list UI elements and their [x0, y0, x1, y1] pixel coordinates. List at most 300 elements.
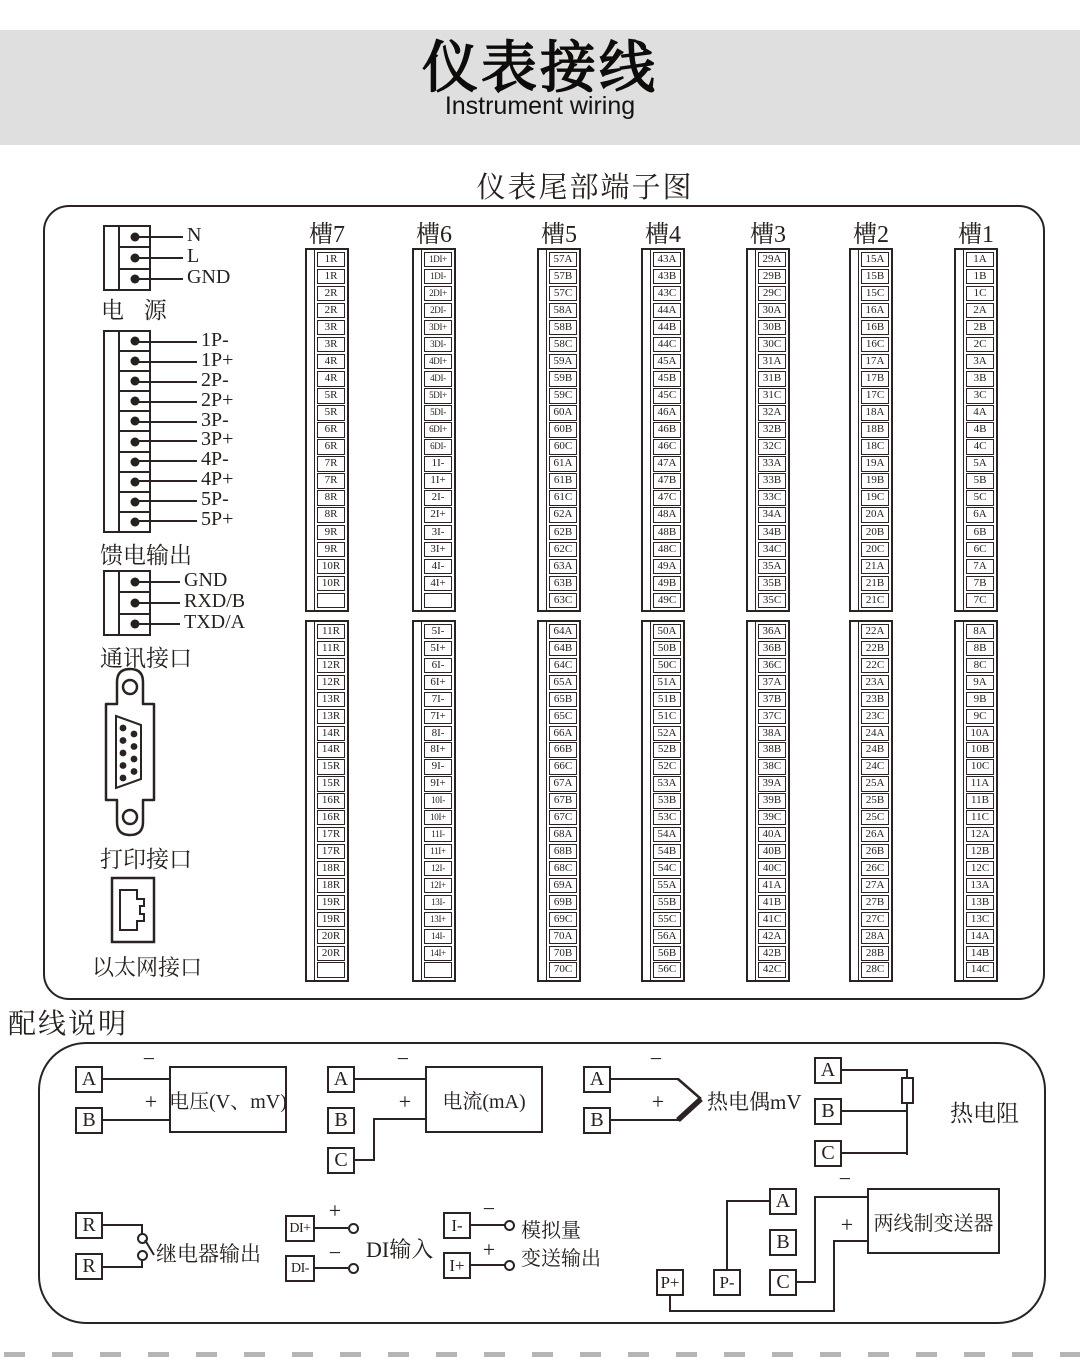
- terminal-cell: 25A: [861, 776, 889, 791]
- terminal-wire: [136, 440, 197, 442]
- terminal-cell: 57A: [549, 252, 577, 267]
- terminal-cell: 43B: [653, 269, 681, 284]
- terminal-cell: 9C: [966, 709, 994, 724]
- terminal-cell: 66B: [549, 742, 577, 757]
- terminal-cell: 51C: [653, 709, 681, 724]
- terminal-cell: 7A: [966, 559, 994, 574]
- terminal-label: 1P-: [201, 329, 229, 351]
- terminal-block: [746, 248, 790, 612]
- terminal-cell: 16R: [317, 793, 345, 808]
- slot-header: 槽7: [309, 222, 345, 248]
- slot-header: 槽6: [416, 222, 452, 248]
- terminal-cell: 26C: [861, 861, 889, 876]
- connection-node: [348, 1263, 359, 1274]
- minus-sign: −: [328, 1240, 342, 1265]
- terminal-cell: 23C: [861, 709, 889, 724]
- terminal-cell: 25B: [861, 793, 889, 808]
- terminal-label: TXD/A: [184, 611, 246, 633]
- terminal-cell: 60B: [549, 422, 577, 437]
- terminal-wire: [136, 236, 183, 238]
- terminal-cell: 10I-: [424, 793, 452, 808]
- terminal-cell: 24C: [861, 759, 889, 774]
- terminal-block: [412, 248, 456, 612]
- terminal-cell: 69B: [549, 895, 577, 910]
- terminal-cell: 67A: [549, 776, 577, 791]
- analog-out-label-line2: 变送输出: [521, 1248, 601, 1270]
- terminal-cell: 34B: [758, 525, 786, 540]
- terminal-cell: 60A: [549, 405, 577, 420]
- terminal-cell: 30A: [758, 303, 786, 318]
- connection-node: [348, 1223, 359, 1234]
- terminal-cell: 4I-: [424, 559, 452, 574]
- terminal-box-c: C: [814, 1140, 842, 1167]
- terminal-cell: 13C: [966, 912, 994, 927]
- terminal-block: [641, 620, 685, 982]
- plus-sign: +: [840, 1212, 854, 1237]
- feed-caption: 馈电输出: [100, 543, 192, 568]
- terminal-label: 3P+: [201, 428, 234, 450]
- terminal-cell: 63C: [549, 593, 577, 608]
- terminal-label: GND: [184, 569, 228, 591]
- db9-connector-icon: [102, 666, 158, 838]
- wire: [842, 1069, 908, 1071]
- terminal-strip: [414, 622, 422, 980]
- terminal-cell: 11I+: [424, 844, 452, 859]
- terminal-cell: 20A: [861, 507, 889, 522]
- terminal-cell: 17C: [861, 388, 889, 403]
- terminal-cell: 24B: [861, 742, 889, 757]
- terminal-cell: 10R: [317, 559, 345, 574]
- terminal-cell: 55A: [653, 878, 681, 893]
- wire: [814, 1196, 867, 1198]
- terminal-cell: 13A: [966, 878, 994, 893]
- terminal-cell: 35A: [758, 559, 786, 574]
- terminal-cell: 40A: [758, 827, 786, 842]
- terminal-cell: 15B: [861, 269, 889, 284]
- terminal-cell: 54A: [653, 827, 681, 842]
- terminal-cell: 31A: [758, 354, 786, 369]
- terminal-cell: 20R: [317, 929, 345, 944]
- terminal-cell: 59C: [549, 388, 577, 403]
- terminal-cell: 17R: [317, 844, 345, 859]
- terminal-cell: 2R: [317, 286, 345, 301]
- wire: [471, 1224, 505, 1226]
- terminal-strip: [643, 250, 651, 610]
- terminal-cell: 67C: [549, 810, 577, 825]
- wire: [834, 1240, 867, 1242]
- terminal-strip: [307, 250, 315, 610]
- connection-node: [504, 1260, 515, 1271]
- terminal-cell: 7I-: [424, 692, 452, 707]
- terminal-strip: [851, 622, 859, 980]
- terminal-cell: 22C: [861, 658, 889, 673]
- minus-sign: −: [142, 1046, 156, 1071]
- terminal-cell: 15C: [861, 286, 889, 301]
- terminal-strip: [956, 622, 964, 980]
- terminal-cell: 46B: [653, 422, 681, 437]
- terminal-cell: 23B: [861, 692, 889, 707]
- terminal-label: 2P-: [201, 369, 229, 391]
- page-banner: [0, 30, 1080, 145]
- terminal-cell: 12C: [966, 861, 994, 876]
- terminal-cell: 29A: [758, 252, 786, 267]
- terminal-box-b: B: [814, 1098, 842, 1125]
- terminal-cell: 52C: [653, 759, 681, 774]
- terminal-cell: 8I-: [424, 726, 452, 741]
- terminal-cell: 14R: [317, 742, 345, 757]
- terminal-cell: 16B: [861, 320, 889, 335]
- wire: [833, 1240, 835, 1312]
- terminal-cell: 38C: [758, 759, 786, 774]
- terminal-box-c: C: [769, 1269, 797, 1296]
- terminal-cell: 30C: [758, 337, 786, 352]
- terminal-block: [746, 620, 790, 982]
- terminal-cell: 57C: [549, 286, 577, 301]
- terminal-cell: 45A: [653, 354, 681, 369]
- terminal-cell: 62A: [549, 507, 577, 522]
- terminal-cell: 38B: [758, 742, 786, 757]
- current-device-box: 电流(mA): [425, 1066, 543, 1133]
- terminal-cell: 3B: [966, 371, 994, 386]
- terminal-cell: 1I+: [424, 473, 452, 488]
- terminal-cell: 26A: [861, 827, 889, 842]
- terminal-cell: 49C: [653, 593, 681, 608]
- terminal-cell: 37C: [758, 709, 786, 724]
- terminal-cell: 65B: [549, 692, 577, 707]
- terminal-cell: 6DI-: [424, 439, 452, 454]
- terminal-cell: 24A: [861, 726, 889, 741]
- terminal-cells: [547, 250, 579, 610]
- terminal-cell: 10A: [966, 726, 994, 741]
- terminal-cell: 33B: [758, 473, 786, 488]
- connector-strip: [105, 572, 120, 634]
- terminal-cell: 7R: [317, 456, 345, 471]
- terminal-box-b: B: [327, 1107, 355, 1134]
- wire: [669, 1296, 671, 1312]
- terminal-box-b: B: [75, 1107, 103, 1134]
- wire: [814, 1197, 816, 1283]
- terminal-cell: 2A: [966, 303, 994, 318]
- terminal-cell: 37A: [758, 675, 786, 690]
- terminal-cell: 14C: [966, 962, 994, 977]
- terminal-cell: 11R: [317, 641, 345, 656]
- terminal-box-a: A: [583, 1066, 611, 1093]
- terminal-cell: 5DI-: [424, 405, 452, 420]
- terminal-cell: 6I+: [424, 675, 452, 690]
- terminal-cell: [317, 962, 345, 977]
- terminal-cell: 27B: [861, 895, 889, 910]
- terminal-box-c: C: [327, 1147, 355, 1174]
- slot-header: 槽1: [958, 222, 994, 248]
- terminal-cell: 49A: [653, 559, 681, 574]
- minus-sign: −: [838, 1166, 852, 1191]
- terminal-cell: 6I-: [424, 658, 452, 673]
- terminal-cell: 2DI+: [424, 286, 452, 301]
- terminal-cell: 44A: [653, 303, 681, 318]
- terminal-cell: 55C: [653, 912, 681, 927]
- terminal-cell: 41A: [758, 878, 786, 893]
- terminal-cell: 37B: [758, 692, 786, 707]
- terminal-cell: 56A: [653, 929, 681, 944]
- wire: [842, 1152, 908, 1154]
- terminal-cell: 9B: [966, 692, 994, 707]
- terminal-cells: [756, 250, 788, 610]
- terminal-cell: 5I-: [424, 624, 452, 639]
- terminal-cell: 48B: [653, 525, 681, 540]
- terminal-box-di-plus: DI+: [285, 1215, 315, 1242]
- terminal-label: 5P+: [201, 508, 234, 530]
- terminal-cell: 46A: [653, 405, 681, 420]
- terminal-cell: 31C: [758, 388, 786, 403]
- terminal-label: 4P-: [201, 448, 229, 470]
- terminal-cell: 61C: [549, 490, 577, 505]
- minus-sign: −: [649, 1046, 663, 1071]
- wire: [727, 1200, 769, 1202]
- terminal-cell: 45B: [653, 371, 681, 386]
- terminal-strip: [643, 622, 651, 980]
- terminal-cell: 20B: [861, 525, 889, 540]
- wire: [103, 1224, 143, 1226]
- wire: [471, 1264, 505, 1266]
- terminal-wire: [136, 361, 197, 363]
- wire: [373, 1118, 425, 1120]
- terminal-cell: 68B: [549, 844, 577, 859]
- terminal-cell: 4DI-: [424, 371, 452, 386]
- terminal-cell: 12I-: [424, 861, 452, 876]
- terminal-cell: 58A: [549, 303, 577, 318]
- terminal-wire: [136, 381, 197, 383]
- terminal-cell: 12R: [317, 658, 345, 673]
- terminal-cell: 15R: [317, 776, 345, 791]
- terminal-cell: 43C: [653, 286, 681, 301]
- terminal-cell: 13I+: [424, 912, 452, 927]
- terminal-cell: 38A: [758, 726, 786, 741]
- terminal-cells: [422, 250, 454, 610]
- terminal-cell: 54C: [653, 861, 681, 876]
- terminal-cell: 31B: [758, 371, 786, 386]
- terminal-cell: 1B: [966, 269, 994, 284]
- terminal-cell: 14A: [966, 929, 994, 944]
- terminal-cell: 11R: [317, 624, 345, 639]
- terminal-cell: 1R: [317, 252, 345, 267]
- terminal-cell: 45C: [653, 388, 681, 403]
- terminal-wire: [136, 581, 180, 583]
- terminal-label: L: [187, 245, 200, 267]
- terminal-wire: [136, 401, 197, 403]
- terminal-strip: [748, 250, 756, 610]
- terminal-cell: 6B: [966, 525, 994, 540]
- terminal-cell: 21A: [861, 559, 889, 574]
- terminal-cell: [424, 593, 452, 608]
- terminal-cell: 19B: [861, 473, 889, 488]
- terminal-cell: 48C: [653, 542, 681, 557]
- terminal-cell: 64B: [549, 641, 577, 656]
- terminal-cell: 18C: [861, 439, 889, 454]
- terminal-cell: 14R: [317, 726, 345, 741]
- di-label: DI输入: [366, 1237, 434, 1262]
- terminal-cell: 3I+: [424, 542, 452, 557]
- terminal-cell: 10C: [966, 759, 994, 774]
- terminal-block: [954, 620, 998, 982]
- terminal-cell: 63B: [549, 576, 577, 591]
- terminal-cell: 22A: [861, 624, 889, 639]
- terminal-box-p-minus: P-: [713, 1269, 741, 1296]
- terminal-box-r2: R: [75, 1253, 103, 1280]
- terminal-box-di-minus: DI-: [285, 1255, 315, 1282]
- terminal-cell: 30B: [758, 320, 786, 335]
- terminal-cell: 47B: [653, 473, 681, 488]
- terminal-cell: 19C: [861, 490, 889, 505]
- terminal-label: RXD/B: [184, 590, 246, 612]
- terminal-strip: [539, 250, 547, 610]
- wiring-section-heading: 配线说明: [8, 1009, 129, 1040]
- page-title: 仪表接线: [422, 36, 658, 99]
- terminal-cell: 15R: [317, 759, 345, 774]
- terminal-cell: 7C: [966, 593, 994, 608]
- power-caption: 电 源: [101, 298, 167, 323]
- voltage-device-box: 电压(V、mV): [169, 1066, 287, 1133]
- terminal-cell: 9A: [966, 675, 994, 690]
- terminal-cell: 42B: [758, 946, 786, 961]
- terminal-cell: 17A: [861, 354, 889, 369]
- terminal-cell: 4R: [317, 371, 345, 386]
- terminal-cell: 4DI+: [424, 354, 452, 369]
- terminal-strip: [956, 250, 964, 610]
- terminal-cell: 18R: [317, 878, 345, 893]
- terminal-cell: 4C: [966, 439, 994, 454]
- terminal-box-a: A: [75, 1066, 103, 1093]
- terminal-cell: 21B: [861, 576, 889, 591]
- terminal-cell: 28A: [861, 929, 889, 944]
- terminal-cell: 27C: [861, 912, 889, 927]
- terminal-wire: [136, 421, 197, 423]
- terminal-cell: 33C: [758, 490, 786, 505]
- wire: [355, 1078, 425, 1080]
- terminal-cell: 1A: [966, 252, 994, 267]
- terminal-cell: 59B: [549, 371, 577, 386]
- terminal-block: [849, 620, 893, 982]
- terminal-cell: 2DI-: [424, 303, 452, 318]
- wire: [373, 1118, 375, 1161]
- terminal-cell: 2I+: [424, 507, 452, 522]
- terminal-cell: 66C: [549, 759, 577, 774]
- terminal-cells: [964, 622, 996, 980]
- wire: [103, 1078, 169, 1080]
- terminal-cell: 49B: [653, 576, 681, 591]
- minus-sign: −: [396, 1046, 410, 1071]
- terminal-cell: 5DI+: [424, 388, 452, 403]
- terminal-cell: 39B: [758, 793, 786, 808]
- terminal-cell: 70A: [549, 929, 577, 944]
- terminal-cell: 1R: [317, 269, 345, 284]
- terminal-cell: 27A: [861, 878, 889, 893]
- terminal-cells: [315, 250, 347, 610]
- terminal-cell: 4I+: [424, 576, 452, 591]
- terminal-box-r1: R: [75, 1212, 103, 1239]
- terminal-cell: 22B: [861, 641, 889, 656]
- terminal-cell: 67B: [549, 793, 577, 808]
- terminal-cell: 51B: [653, 692, 681, 707]
- page-subtitle: Instrument wiring: [444, 92, 636, 120]
- terminal-cell: 7I+: [424, 709, 452, 724]
- terminal-cell: 63A: [549, 559, 577, 574]
- terminal-cell: 5R: [317, 405, 345, 420]
- terminal-cell: 50C: [653, 658, 681, 673]
- terminal-cell: 19R: [317, 895, 345, 910]
- terminal-cell: 64C: [549, 658, 577, 673]
- terminal-cell: 3A: [966, 354, 994, 369]
- terminal-cell: 52B: [653, 742, 681, 757]
- comm-caption: 通讯接口: [100, 646, 192, 671]
- terminal-cell: 41C: [758, 912, 786, 927]
- terminal-cell: 64A: [549, 624, 577, 639]
- terminal-cell: 11A: [966, 776, 994, 791]
- terminal-cell: 3R: [317, 320, 345, 335]
- terminal-cells: [859, 622, 891, 980]
- terminal-block: [537, 620, 581, 982]
- minus-sign: −: [482, 1196, 496, 1221]
- terminal-cell: 36C: [758, 658, 786, 673]
- terminal-cell: 43A: [653, 252, 681, 267]
- terminal-cell: 20R: [317, 946, 345, 961]
- terminal-cell: 44B: [653, 320, 681, 335]
- terminal-cell: 4R: [317, 354, 345, 369]
- bottom-dashed-divider: [4, 1352, 1080, 1357]
- terminal-cell: 12I+: [424, 878, 452, 893]
- terminal-cell: 47C: [653, 490, 681, 505]
- terminal-cell: 9I+: [424, 776, 452, 791]
- terminal-cell: 2I-: [424, 490, 452, 505]
- connector-strip: [105, 332, 120, 531]
- terminal-wire: [136, 500, 197, 502]
- terminal-cell: 58C: [549, 337, 577, 352]
- terminal-cell: 34C: [758, 542, 786, 557]
- terminal-cells: [859, 250, 891, 610]
- wire: [315, 1227, 348, 1229]
- relay-label: 继电器输出: [156, 1242, 261, 1266]
- terminal-cell: 1C: [966, 286, 994, 301]
- terminal-strip: [748, 622, 756, 980]
- terminal-cell: 2R: [317, 303, 345, 318]
- terminal-cell: 6DI+: [424, 422, 452, 437]
- terminal-cell: 29B: [758, 269, 786, 284]
- terminal-cells: [547, 622, 579, 980]
- terminal-cells: [422, 622, 454, 980]
- terminal-box-i-plus: I+: [443, 1252, 471, 1279]
- rtd-label: 热电阻: [950, 1101, 1019, 1126]
- terminal-cell: 26B: [861, 844, 889, 859]
- terminal-cell: 44C: [653, 337, 681, 352]
- terminal-cell: 16A: [861, 303, 889, 318]
- terminal-cell: 8B: [966, 641, 994, 656]
- terminal-cell: 18R: [317, 861, 345, 876]
- terminal-cell: 8R: [317, 507, 345, 522]
- terminal-cell: 34A: [758, 507, 786, 522]
- slot-header: 槽5: [541, 222, 577, 248]
- terminal-cell: 7B: [966, 576, 994, 591]
- terminal-cell: 41B: [758, 895, 786, 910]
- terminal-cell: 12B: [966, 844, 994, 859]
- terminal-diagram-heading: 仪表尾部端子图: [476, 172, 694, 204]
- terminal-cell: 53B: [653, 793, 681, 808]
- terminal-box-i-minus: I-: [443, 1212, 471, 1239]
- wire: [355, 1159, 375, 1161]
- terminal-cell: 36A: [758, 624, 786, 639]
- terminal-cell: 21C: [861, 593, 889, 608]
- terminal-cell: 32B: [758, 422, 786, 437]
- terminal-cell: 8I+: [424, 742, 452, 757]
- terminal-cells: [964, 250, 996, 610]
